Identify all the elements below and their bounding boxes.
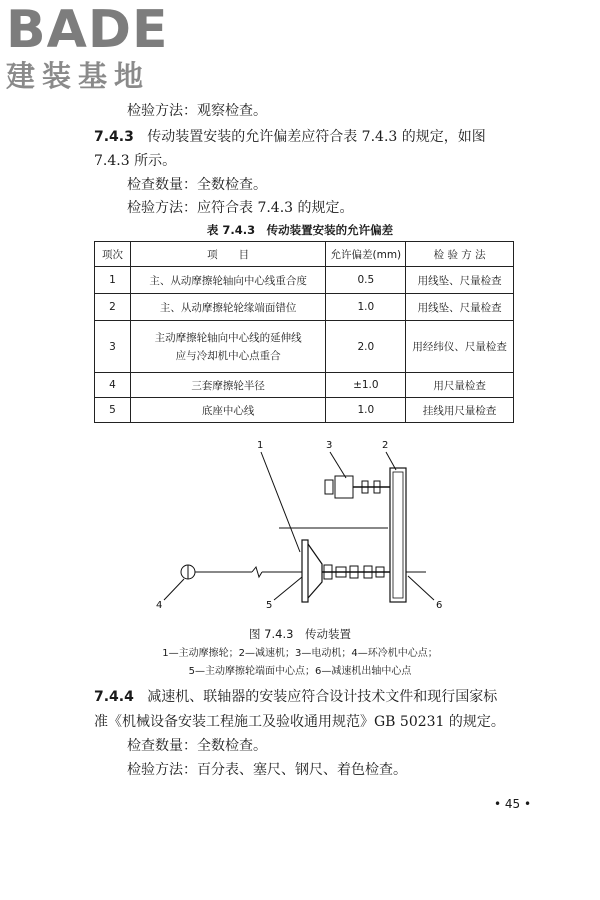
cell-item: 底座中心线 — [130, 398, 325, 423]
label-6: 6 — [436, 600, 443, 611]
table-header-row — [95, 242, 514, 267]
cell-no: 4 — [95, 373, 131, 398]
cell-tolerance: 1.0 — [326, 398, 406, 423]
cell-tolerance: 2.0 — [326, 321, 406, 373]
gearbox-icon — [390, 468, 406, 602]
header-method: 检 验 方 法 — [406, 242, 514, 267]
paragraph-inspection-method-2: 检验方法：应符合表 7.4.3 的规定。 — [127, 200, 354, 216]
clause-7-4-4 — [94, 688, 497, 706]
cell-no: 2 — [95, 294, 131, 321]
leader-2 — [386, 452, 396, 470]
cell-item — [130, 321, 325, 373]
table-row — [95, 373, 514, 398]
header-item: 项 目 — [130, 242, 325, 267]
cell-no: 5 — [95, 398, 131, 423]
table-row — [95, 321, 514, 373]
cell-item: 三套摩擦轮半径 — [130, 373, 325, 398]
motor-body-icon — [335, 476, 353, 498]
friction-wheel-hub — [308, 544, 322, 598]
label-5: 5 — [266, 600, 273, 611]
leader-5 — [274, 577, 302, 600]
label-3: 3 — [326, 440, 333, 451]
publisher-logo — [6, 0, 169, 93]
friction-wheel-face — [302, 540, 308, 602]
paragraph-inspection-method: 检验方法：观察检查。 — [127, 103, 267, 119]
clause-number: 7.4.4 — [94, 689, 134, 705]
clause-number: 7.4.3 — [94, 129, 134, 145]
leader-1 — [261, 452, 300, 552]
paragraph-inspection-quantity-2: 检查数量：全数检查。 — [127, 738, 267, 754]
clause-7-4-4-cont: 准《机械设备安装工程施工及验收通用规范》GB 50231 的规定。 — [94, 714, 505, 730]
coupling-left — [325, 480, 333, 494]
cell-method: 用经纬仪、尺量检查 — [406, 321, 514, 373]
cell-tolerance: 0.5 — [326, 267, 406, 294]
label-2: 2 — [382, 440, 389, 451]
cell-item: 主、从动摩擦轮轮缘端面错位 — [130, 294, 325, 321]
clause-7-4-3 — [94, 128, 486, 146]
transmission-diagram — [150, 432, 460, 612]
cell-no: 1 — [95, 267, 131, 294]
label-4: 4 — [156, 600, 163, 611]
break-mark-icon — [252, 567, 262, 577]
paragraph-inspection-quantity: 检查数量：全数检查。 — [127, 177, 267, 193]
header-no: 项次 — [95, 242, 131, 267]
cell-item: 主、从动摩擦轮轴向中心线重合度 — [130, 267, 325, 294]
figure-legend-line1: 1—主动摩擦轮；2—减速机；3—电动机；4—环冷机中心点； — [162, 648, 438, 659]
cell-method: 用尺量检查 — [406, 373, 514, 398]
table-caption: 表 7.4.3 传动装置安装的允许偏差 — [206, 223, 394, 237]
cell-method: 用线坠、尺量检查 — [406, 294, 514, 321]
label-1: 1 — [257, 440, 264, 451]
cell-method: 用线坠、尺量检查 — [406, 267, 514, 294]
table-row — [95, 398, 514, 423]
cell-tolerance: ±1.0 — [326, 373, 406, 398]
figure-legend-line2: 5—主动摩擦轮端面中心点；6—减速机出轴中心点 — [188, 666, 412, 677]
logo-subtitle: 建装基地 — [6, 59, 151, 93]
logo-wordmark: BADE — [6, 0, 169, 60]
page-number: • 45 • — [494, 797, 532, 811]
cell-item-line1: 主动摩擦轮轴向中心线的延伸线 — [154, 331, 302, 344]
gearbox-inner — [393, 472, 403, 598]
cell-method: 挂线用尺量检查 — [406, 398, 514, 423]
cell-tolerance: 1.0 — [326, 294, 406, 321]
leader-4 — [164, 579, 184, 600]
leader-3 — [330, 452, 346, 478]
leader-6 — [408, 576, 434, 600]
table-row — [95, 294, 514, 321]
header-tolerance: 允许偏差(mm) — [326, 242, 406, 267]
clause-text: 减速机、联轴器的安装应符合设计技术文件和现行国家标 — [147, 689, 498, 705]
cell-no: 3 — [95, 321, 131, 373]
figure-title: 图 7.4.3 传动装置 — [249, 627, 351, 641]
clause-text: 传动装置安装的允许偏差应符合表 7.4.3 的规定，如图 — [147, 129, 486, 145]
tolerance-table — [94, 241, 514, 423]
paragraph-inspection-method-3: 检验方法：百分表、塞尺、钢尺、着色检查。 — [127, 762, 407, 778]
cell-item-line2: 应与冷却机中心点重合 — [175, 349, 281, 362]
table-row — [95, 267, 514, 294]
clause-7-4-3-cont: 7.4.3 所示。 — [94, 153, 177, 169]
